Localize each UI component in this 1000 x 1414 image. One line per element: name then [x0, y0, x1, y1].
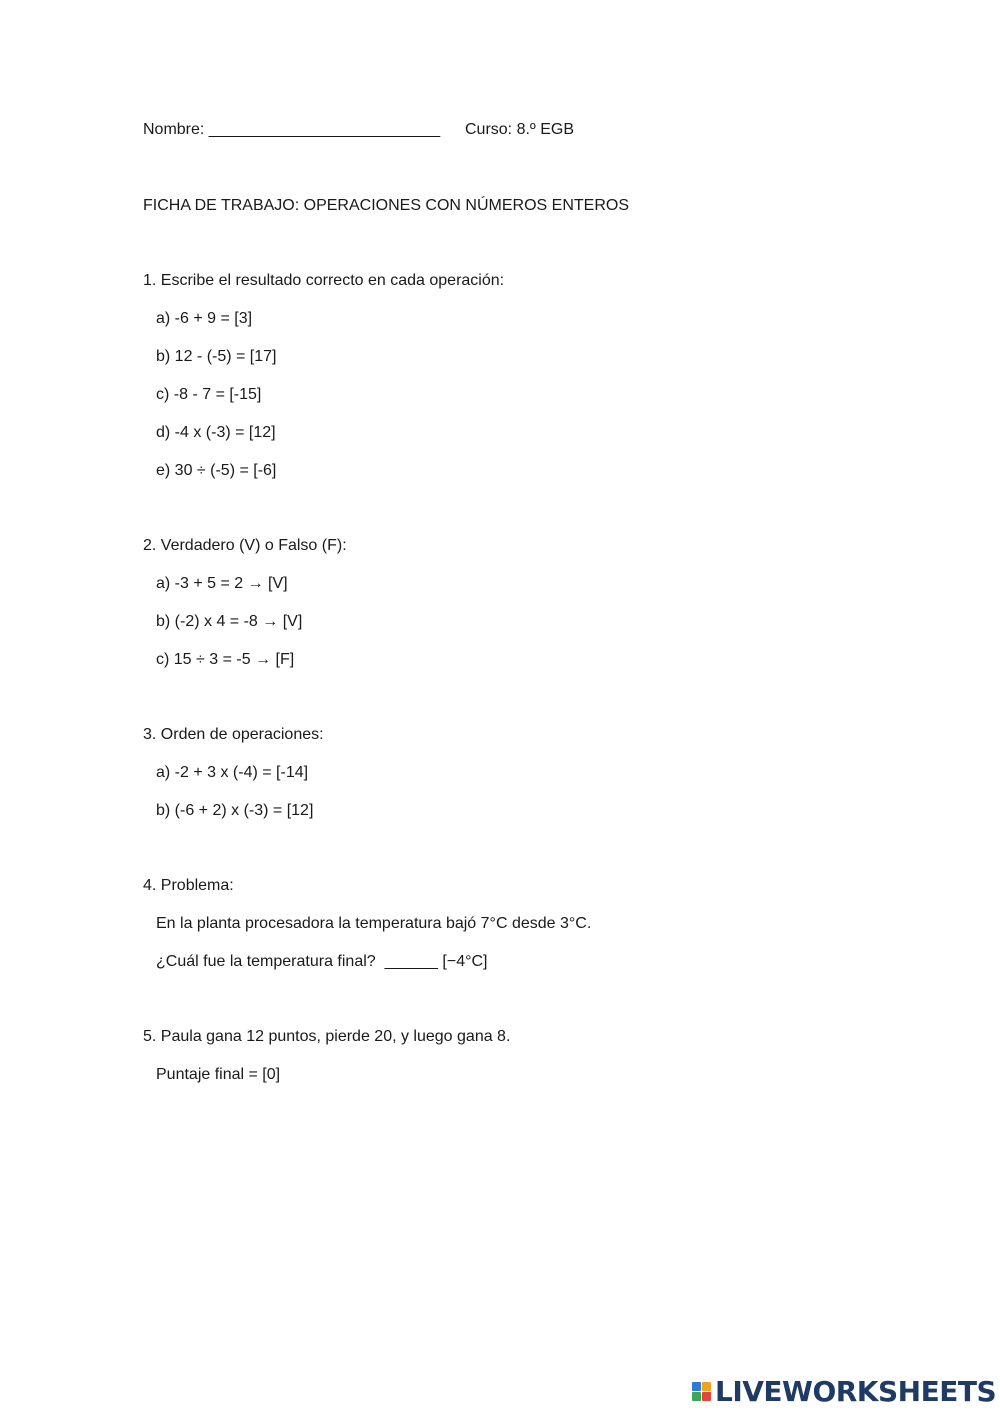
logo-square — [702, 1382, 711, 1391]
question-item[interactable]: a) -2 + 3 x (-4) = [-14] — [156, 764, 309, 781]
question-item[interactable]: a) -3 + 5 = 2 → [V] — [156, 575, 288, 592]
section-5-heading: 5. Paula gana 12 puntos, pierde 20, y luego gana 8. — [143, 1028, 511, 1045]
question-item[interactable]: c) -8 - 7 = [-15] — [156, 386, 262, 403]
logo-square — [692, 1392, 701, 1401]
logo-text: LIVEWORKSHEETS — [715, 1374, 997, 1408]
question-item[interactable]: a) -6 + 9 = [3] — [156, 310, 253, 327]
question-item[interactable]: b) (-6 + 2) x (-3) = [12] — [156, 802, 314, 819]
section-3-heading: 3. Orden de operaciones: — [143, 726, 324, 743]
question-item[interactable]: d) -4 x (-3) = [12] — [156, 424, 276, 441]
logo-square — [692, 1382, 701, 1391]
course-label: Curso: 8.º EGB — [465, 121, 574, 138]
page-title: FICHA DE TRABAJO: OPERACIONES CON NÚMEROS ENTEROS — [143, 197, 629, 214]
question-item[interactable]: c) 15 ÷ 3 = -5 → [F] — [156, 651, 295, 668]
liveworksheets-icon — [692, 1382, 711, 1401]
question-item[interactable]: b) 12 - (-5) = [17] — [156, 348, 277, 365]
liveworksheets-logo[interactable] — [692, 1374, 996, 1408]
name-field[interactable]: Nombre: __________________________ — [143, 121, 441, 138]
section-4-heading: 4. Problema: — [143, 877, 234, 894]
logo-square — [702, 1392, 711, 1401]
question-item[interactable]: ¿Cuál fue la temperatura final? ______ [−4°C] — [156, 953, 488, 970]
question-item[interactable]: Puntaje final = [0] — [156, 1066, 281, 1083]
question-item[interactable]: e) 30 ÷ (-5) = [-6] — [156, 462, 277, 479]
section-1-heading: 1. Escribe el resultado correcto en cada operación: — [143, 272, 505, 289]
question-item[interactable]: b) (-2) x 4 = -8 → [V] — [156, 613, 303, 630]
problem-statement: En la planta procesadora la temperatura bajó 7°C desde 3°C. — [156, 915, 592, 932]
section-2-heading: 2. Verdadero (V) o Falso (F): — [143, 537, 347, 554]
